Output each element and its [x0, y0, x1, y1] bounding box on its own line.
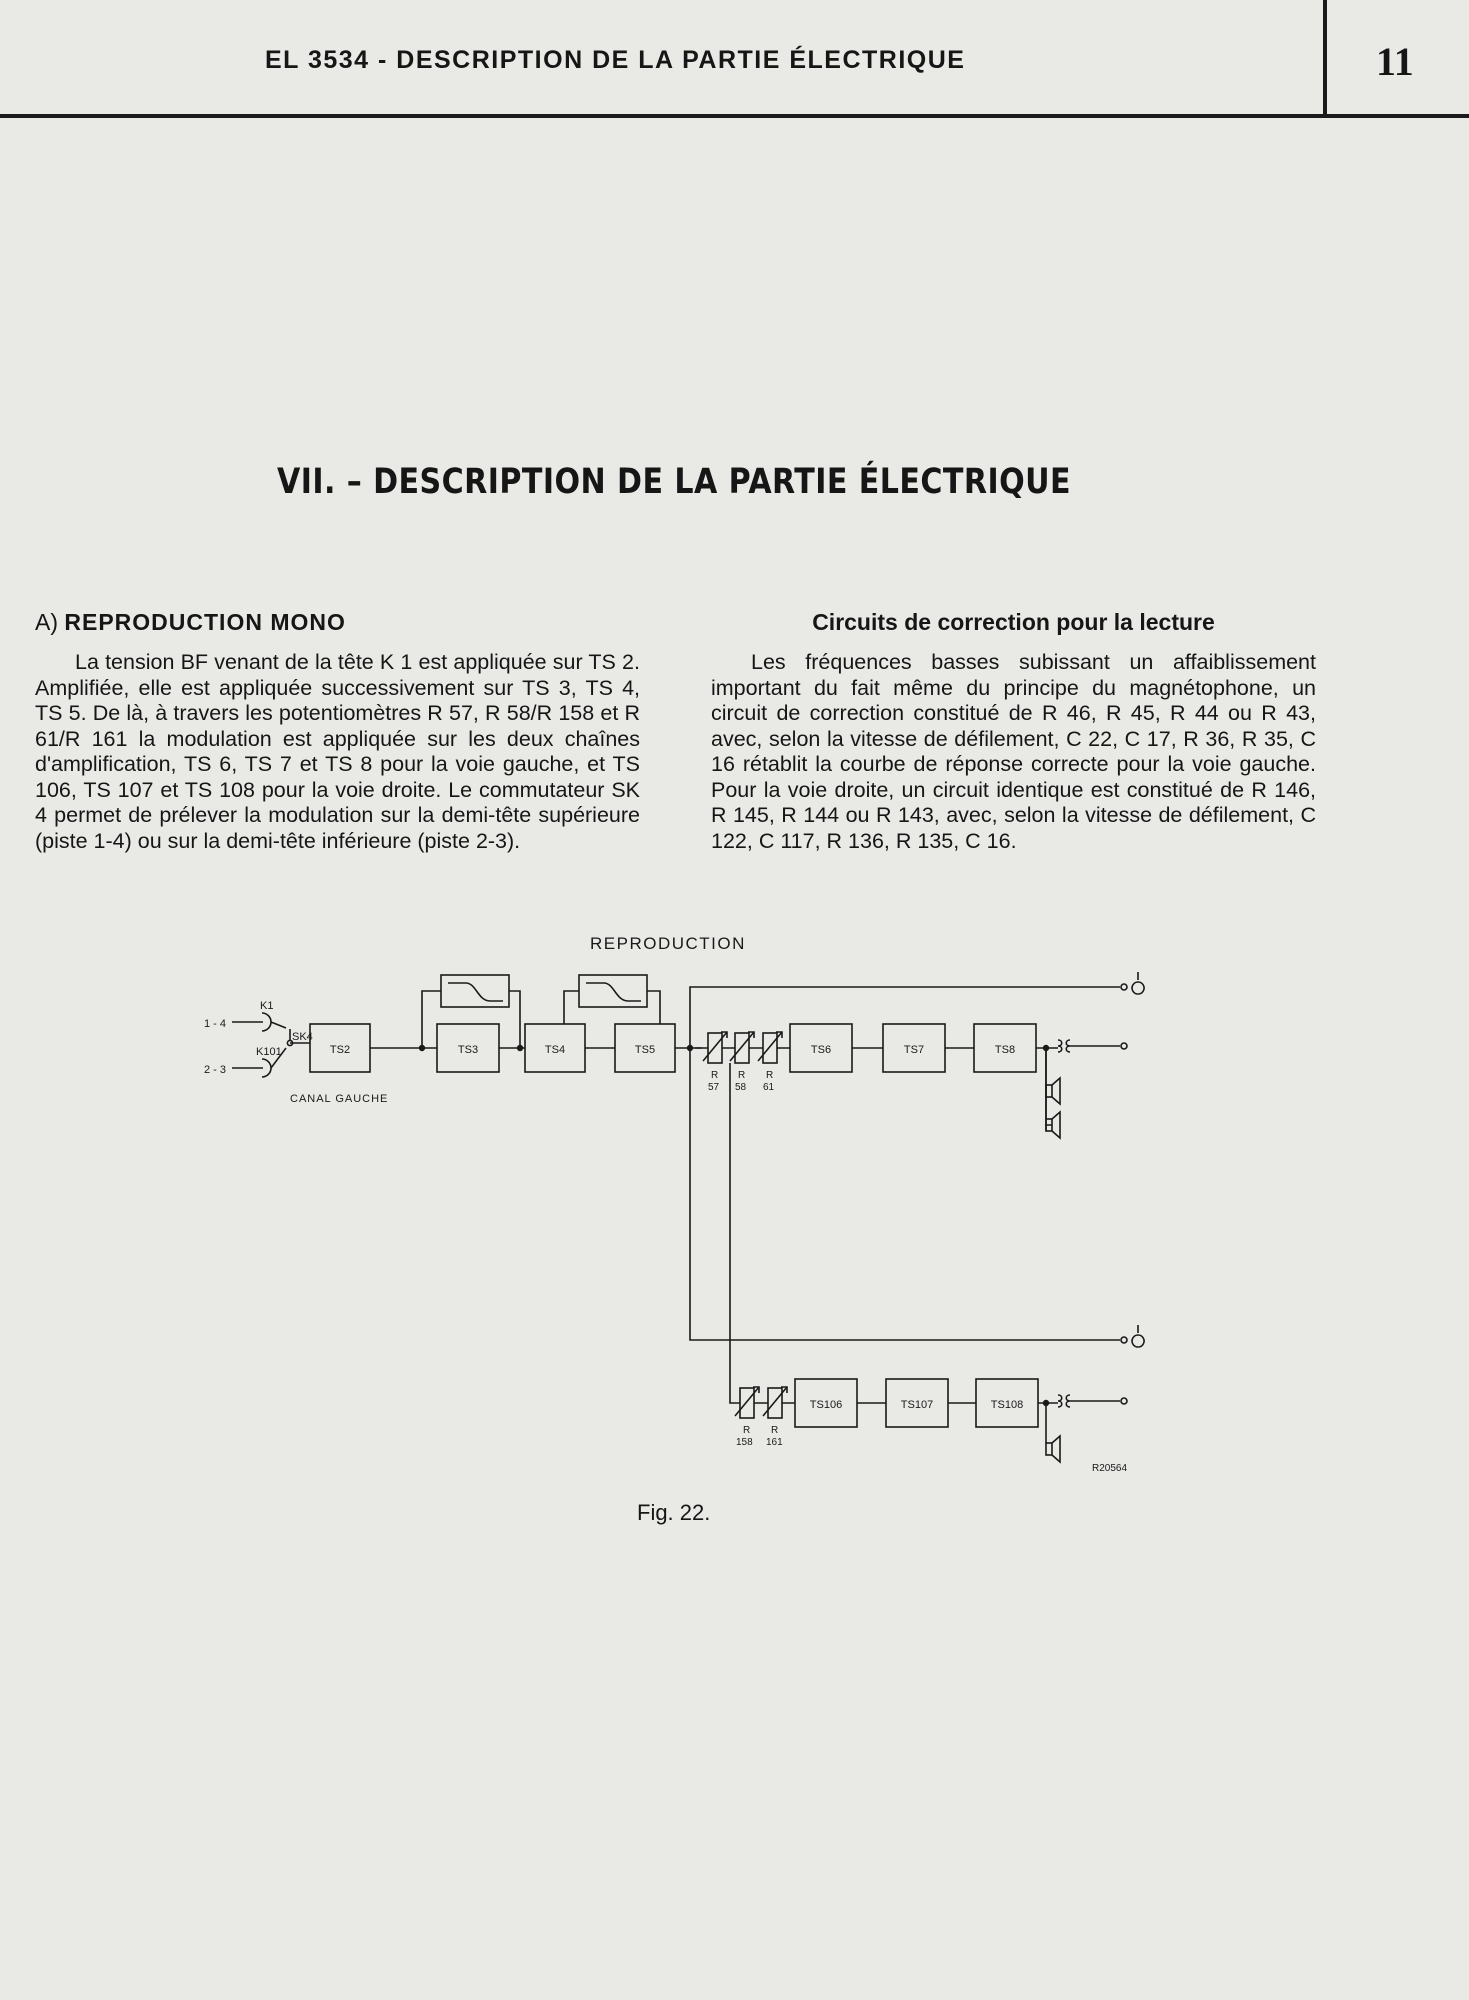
track-lower-label: 2 - 3: [204, 1064, 227, 1076]
speaker-right-icon: [1046, 1436, 1060, 1462]
block-ts4-label: TS4: [544, 1044, 566, 1056]
pot-r-letter-3: R: [766, 1070, 774, 1081]
block-ts7-label: TS7: [903, 1044, 925, 1056]
filter-2: [579, 975, 647, 1007]
speaker-left-1-icon: [1046, 1078, 1060, 1104]
pot-57-label: 57: [708, 1082, 720, 1093]
diagram-title: REPRODUCTION: [590, 934, 746, 953]
header-divider: [1323, 0, 1327, 114]
output-mid-icon: [1132, 1325, 1144, 1347]
block-ts106-label: TS106: [809, 1399, 843, 1411]
page-number: 11: [1376, 39, 1414, 84]
output-top-icon: [1132, 972, 1144, 994]
filter-1: [441, 975, 509, 1007]
block-ts108-label: TS108: [990, 1399, 1024, 1411]
output-top-terminal: [1121, 984, 1127, 990]
figure-caption: Fig. 22.: [637, 1500, 711, 1525]
block-ts5-label: TS5: [634, 1044, 656, 1056]
header-rule: [0, 114, 1469, 118]
header-title: EL 3534 - DESCRIPTION DE LA PARTIE ÉLECTRIQUE: [265, 46, 966, 74]
pot-61-label: 61: [763, 1082, 775, 1093]
pot-r-letter-1: R: [711, 1070, 719, 1081]
right-column: [711, 608, 1316, 854]
output-left-terminal: [1121, 1043, 1127, 1049]
output-mid-terminal: [1121, 1337, 1127, 1343]
pot-r-letter-4: R: [743, 1425, 751, 1436]
block-ts6-label: TS6: [810, 1044, 832, 1056]
output-right-terminal: [1121, 1398, 1127, 1404]
left-heading-prefix: A): [35, 609, 58, 635]
head-lower-icon: [250, 1059, 271, 1077]
block-ts8-label: TS8: [994, 1044, 1016, 1056]
switch-label: SK4: [292, 1031, 313, 1043]
pot-58-label: 58: [735, 1082, 747, 1093]
transformer-left-icon: [1058, 1040, 1120, 1052]
head-upper-label: K1: [260, 1000, 274, 1012]
left-heading: [35, 608, 640, 636]
block-diagram: [190, 925, 1190, 1485]
diagram-reference: R20564: [1092, 1463, 1128, 1474]
block-ts3-label: TS3: [457, 1044, 479, 1056]
track-upper-label: 1 - 4: [204, 1018, 227, 1030]
head-lower-label: K101: [256, 1046, 282, 1058]
right-paragraph: Les fréquences basses subissant un affaiblissement important du fait même du principe du magnétophone, un circuit de correction constitué de R 46, R 45, R 44 ou R 43, avec, selon la vitesse de défilement, C 22, C 17, R 36, R 35, C 16 rétablit la courbe de réponse correcte pour la voie gauche. Pour la voie droite, un circuit identique est constitué de R 146, R 145, R 144 ou R 143, avec, selon la vitesse de défilement, C 122, C 117, R 136, R 135, C 16.: [711, 650, 1316, 853]
left-column: [35, 608, 640, 854]
channel-label: CANAL GAUCHE: [290, 1093, 389, 1105]
head-upper-icon: [250, 1013, 271, 1031]
section-title: VII. – DESCRIPTION DE LA PARTIE ÉLECTRIQUE: [276, 462, 1071, 502]
left-heading-text: REPRODUCTION MONO: [64, 609, 346, 635]
filter-1-icon: [448, 983, 503, 1001]
transformer-right-icon: [1058, 1395, 1120, 1407]
pot-161-label: 161: [766, 1437, 783, 1448]
block-ts107-label: TS107: [900, 1399, 934, 1411]
pot-158-label: 158: [736, 1437, 753, 1448]
block-ts2-label: TS2: [329, 1044, 351, 1056]
left-paragraph: La tension BF venant de la tête K 1 est appliquée sur TS 2. Amplifiée, elle est appliquée successivement sur TS 3, TS 4, TS 5. De là, à travers les potentiomètres R 57, R 58/R 158 et R 61/R 161 la modulation est appliquée sur les deux chaînes d'amplification, TS 6, TS 7 et TS 8 pour la voie gauche, et TS 106, TS 107 et TS 108 pour la voie droite. Le commutateur SK 4 permet de prélever la modulation sur la demi-tête supérieure (piste 1-4) ou sur la demi-tête inférieure (piste 2-3).: [35, 650, 640, 853]
pot-r-letter-2: R: [738, 1070, 746, 1081]
right-heading: Circuits de correction pour la lecture: [812, 609, 1215, 635]
pot-r-letter-5: R: [771, 1425, 779, 1436]
filter-2-icon: [586, 983, 641, 1001]
